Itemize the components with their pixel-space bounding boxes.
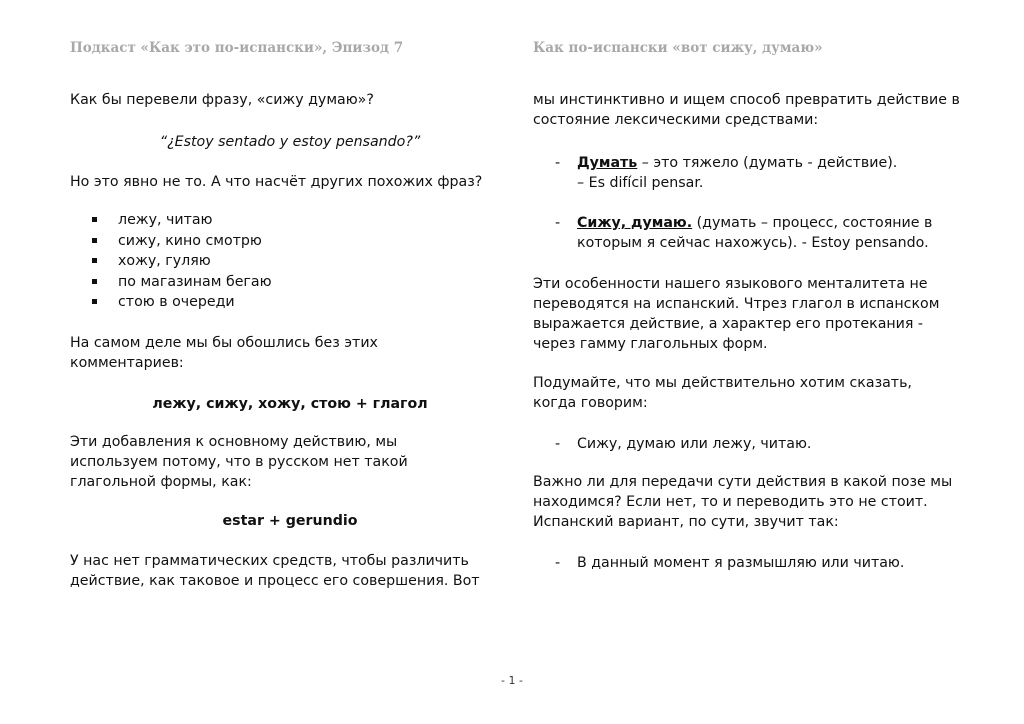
list-item	[533, 153, 907, 193]
bullet-list	[70, 210, 272, 313]
list-item	[533, 434, 973, 454]
dash-list	[533, 213, 973, 253]
definition: (думать – процесс, состояние в которым я сейчас нахожусь). - Estoy pensando.	[577, 215, 933, 251]
dash-marker: -	[555, 155, 561, 171]
paragraph: Подумайте, что мы действительно хотим сказать, когда говорим:	[533, 375, 912, 411]
paragraph: Как бы перевели фразу, «сижу думаю»?	[70, 92, 374, 108]
paragraph: мы инстинктивно и ищем способ превратить действие в состояние лексическими средствами:	[533, 92, 960, 128]
spanish-quote: “¿Estoy sentado y estoy pensando?”	[159, 134, 421, 150]
list-item: сижу, кино смотрю	[70, 231, 272, 252]
paragraph: Эти добавления к основному действию, мы используем потому, что в русском нет такой глагольной формы, как:	[70, 434, 408, 490]
list-item: лежу, читаю	[70, 210, 272, 231]
formula: лежу, сижу, хожу, стою + глагол	[152, 396, 428, 412]
page-number: - 1 -	[501, 674, 523, 687]
header-left-title: Подкаст «Как это по-испански», Эпизод 7	[70, 40, 404, 56]
header-right-title: Как по-испански «вот сижу, думаю»	[533, 40, 823, 56]
dash-list	[533, 434, 973, 454]
list-item	[533, 553, 973, 573]
paragraph: Эти особенности нашего языкового менталитета не переводятся на испанский. Чтрез глагол в испанском выражается действие, а характер его протекания - через гамму глагольных форм.	[533, 276, 940, 352]
dash-list	[533, 553, 973, 573]
item-text: В данный момент я размышляю или читаю.	[577, 555, 905, 571]
list-item	[533, 213, 937, 253]
dash-list	[533, 153, 973, 193]
paragraph: У нас нет грамматических средств, чтобы различить действие, как таковое и процесс его совершения. Вот	[70, 553, 480, 589]
dash-marker: -	[555, 215, 561, 231]
list-item: по магазинам бегаю	[70, 272, 272, 293]
paragraph: Но это явно не то. А что насчёт других похожих фраз?	[70, 174, 483, 190]
term: Думать	[577, 155, 638, 171]
item-text: Сижу, думаю или лежу, читаю.	[577, 436, 812, 452]
paragraph: На самом деле мы бы обошлись без этих комментариев:	[70, 335, 378, 371]
formula: estar + gerundio	[222, 513, 358, 529]
definition: – это тяжело (думать - действие). – Es difícil pensar.	[577, 155, 898, 191]
paragraph: Важно ли для передачи сути действия в какой позе мы находимся? Если нет, то и переводить это не стоит. Испанский вариант, по сути, звучит так:	[533, 474, 953, 530]
list-item: стою в очереди	[70, 292, 272, 313]
dash-marker: -	[555, 555, 561, 571]
dash-marker: -	[555, 436, 561, 452]
term: Сижу, думаю.	[577, 215, 693, 231]
list-item: хожу, гуляю	[70, 251, 272, 272]
